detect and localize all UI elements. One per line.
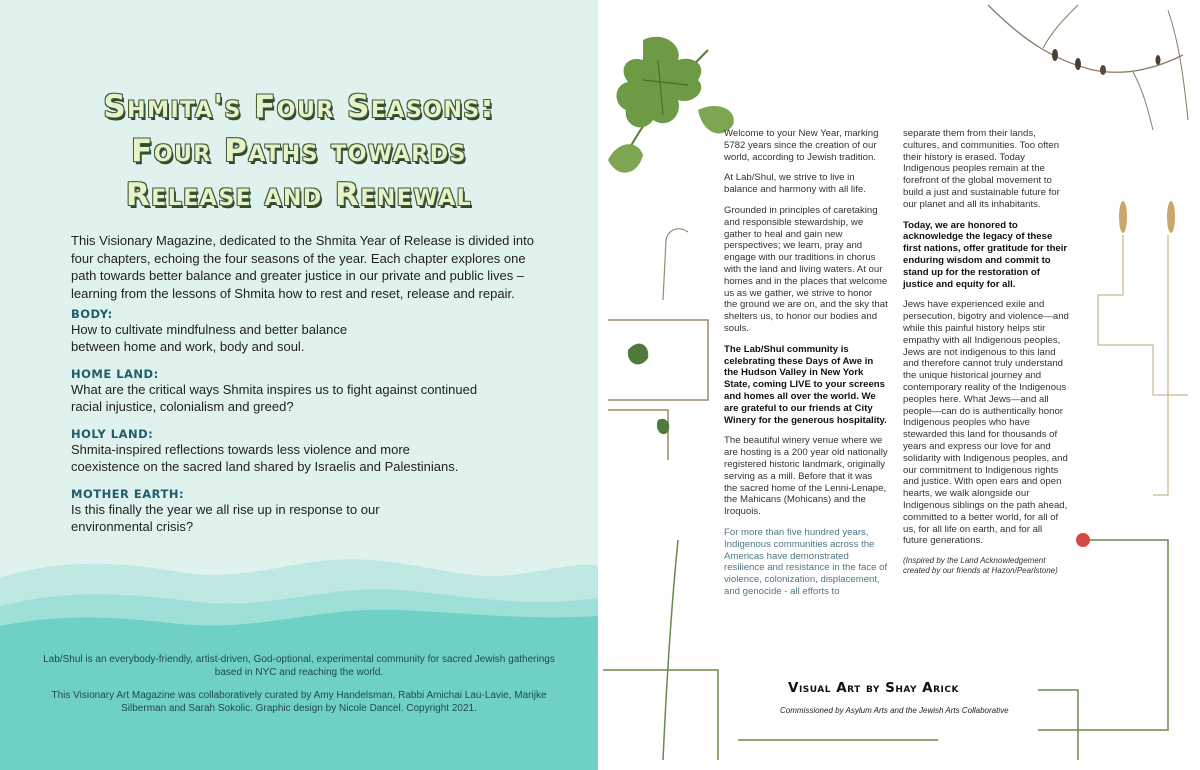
section-heading: HOLY LAND: bbox=[71, 427, 154, 441]
right-page bbox=[598, 0, 1200, 770]
title-line-2: Four Paths towards bbox=[131, 133, 467, 169]
section-body bbox=[71, 307, 541, 355]
section-home-land bbox=[71, 367, 541, 415]
title-line-3: Release and Renewal bbox=[125, 177, 473, 213]
text-column-1 bbox=[724, 128, 888, 607]
paragraph: Grounded in principles of caretaking and responsible stewardship, we gather to heal and gain new perspectives; we learn, pray and engage with our traditions in chorus with the land and living waters. At our homes and in the places that welcome us as we gather, we strive to honor the ground we are on, and the sky that shelters us, to honor our bodies and souls. bbox=[724, 204, 888, 334]
footer-credits: This Visionary Art Magazine was collaboratively curated by Amy Handelsman, Rabbi Amichai Lau-Lavie, Marijke Silberman and Sarah Sokolic. Graphic design by Nicole Dancel. Copyright 2021. bbox=[51, 690, 547, 714]
section-text: Shmita-inspired reflections towards less violence and more coexistence on the sacred land shared by Israelis and Palestinians. bbox=[71, 442, 459, 474]
section-mother-earth bbox=[71, 487, 541, 535]
paragraph: Jews have experienced exile and persecution, bigotry and violence—and while this painful history helps stir empathy with all Indigenous peoples, Jews are not indigenous to this land and therefore cannot truly understand the unique historical journey and contemporary reality of the Indigenous peoples here. What Jews—and all people—can do is authentically honor Indigenous peoples who have stewarded this land for thousands of years and express our love for and solidarity with Indigenous peoples, and our commitment to Indigenous rights and justice. With open ears and open hearts, we walk alongside our Indigenous siblings on the path ahead, committed to a better world, for all of us, for all life on earth, and for all future generations. bbox=[903, 299, 1069, 547]
section-heading: BODY: bbox=[71, 307, 113, 321]
paragraph: Welcome to your New Year, marking 5782 years since the creation of our world, according to Jewish tradition. bbox=[724, 128, 879, 163]
paragraph: At Lab/Shul, we strive to live in balance and harmony with all life. bbox=[724, 172, 866, 196]
paragraph-teal: For more than five hundred years, Indigenous communities across the Americas have demonstrated resilience and resistance in the face of violence, colonization, displacement, and genocide - all efforts to bbox=[724, 526, 888, 597]
visual-art-credit: Visual Art by Shay Arick bbox=[788, 680, 959, 696]
bottom-vine-illustration bbox=[598, 530, 1200, 770]
paragraph: separate them from their lands, cultures, and communities. Too often their history is erased. Today Indigenous peoples remain at the forefront of the global movement to build a just and sustainable future for our planet and all its inhabitants. bbox=[903, 128, 1060, 210]
section-text: What are the critical ways Shmita inspires us to fight against continued racial injustice, colonialism and greed? bbox=[71, 382, 478, 414]
paragraph-bold: The Lab/Shul community is celebrating these Days of Awe in the Hudson Valley in New York State, coming LIVE to your screens and homes all over the world. We are grateful to our friends at City Winery for the generous hospitality. bbox=[724, 343, 887, 426]
text-column-2 bbox=[903, 128, 1069, 585]
section-heading: MOTHER EARTH: bbox=[71, 487, 185, 501]
section-holy-land bbox=[71, 427, 541, 475]
section-text: How to cultivate mindfulness and better balance between home and work, body and soul. bbox=[71, 322, 348, 354]
branch-illustration bbox=[983, 0, 1200, 135]
paragraph: The beautiful winery venue where we are hosting is a 200 year old nationally registered historic landmark, originally serving as a mill. Before that it was the sacred home of the Lenni-Lenape, the Mahicans (Mohicans) and the Iroquois. bbox=[724, 435, 888, 518]
footer-about: Lab/Shul is an everybody-friendly, artist-driven, God-optional, experimental community for sacred Jewish gatherings based in NYC and reaching the world. bbox=[43, 654, 555, 678]
wheat-frame-illustration bbox=[1093, 195, 1193, 535]
commission-credit: Commissioned by Asylum Arts and the Jewish Arts Collaborative bbox=[780, 706, 1009, 715]
section-heading: HOME LAND: bbox=[71, 367, 159, 381]
page-title bbox=[40, 85, 558, 217]
intro-paragraph: This Visionary Magazine, dedicated to the Shmita Year of Release is divided into four chapters, echoing the four seasons of the year. Each chapter explores one path towards better balance and greater justice in our private and public lives – learning from the lessons of Shmita how to rest and reset, release and repair. bbox=[71, 233, 534, 301]
paragraph-bold: Today, we are honored to acknowledge the legacy of these first nations, offer gratitude for their enduring wisdom and commit to stand up for the restoration of justice and equity for all. bbox=[903, 219, 1068, 290]
attribution-note: (Inspired by the Land Acknowledgement created by our friends at Hazon/Pearlstone) bbox=[903, 556, 1058, 576]
title-line-1: Shmita's Four Seasons: bbox=[103, 89, 495, 125]
section-text: Is this finally the year we all rise up in response to our environmental crisis? bbox=[71, 502, 380, 534]
left-page bbox=[0, 0, 598, 770]
vine-frame-illustration bbox=[598, 220, 718, 520]
